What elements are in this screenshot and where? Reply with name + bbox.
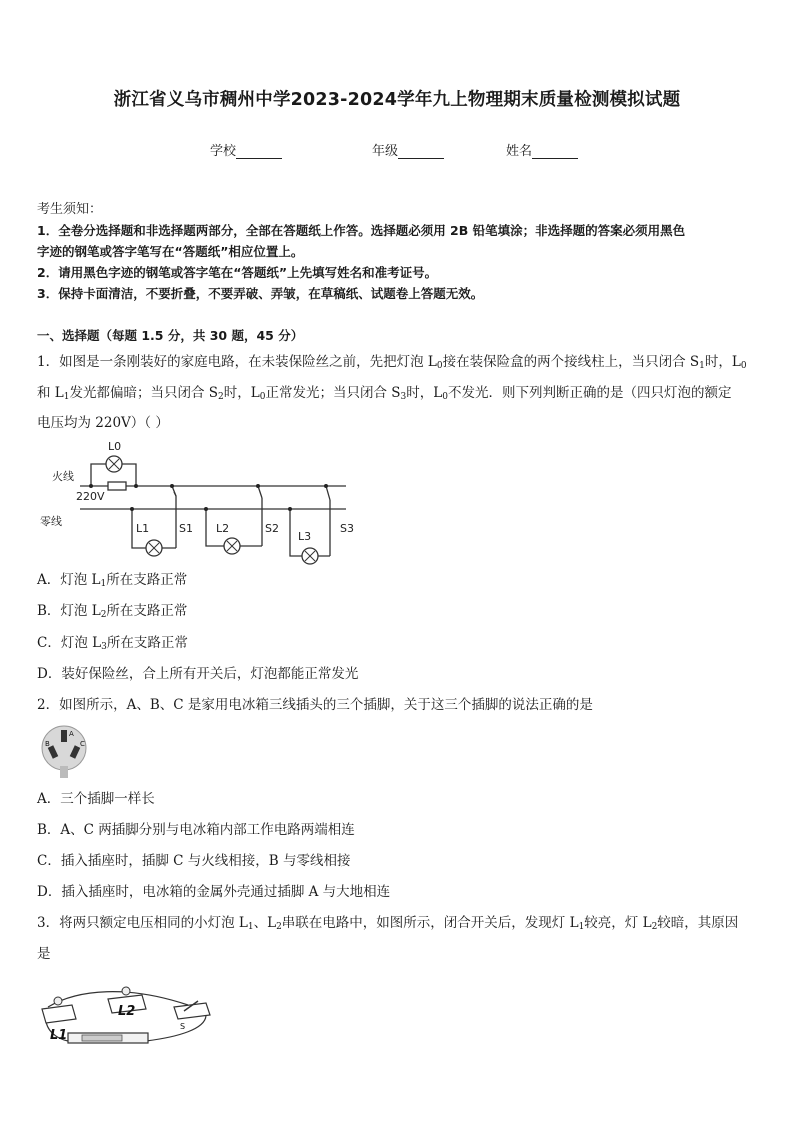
q1-line-2: 和 $L_1$发光都偏暗；当只闭合 $S_2$时，$L_0$正常发光；当只闭合 $S_3$时，$L_0$不发光．则下列判断正确的是（四只灯泡的额定 [37,385,732,402]
plug-prong-a-label: A [69,730,74,738]
switch-s3-label: S3 [340,522,354,535]
voltage-label: 220V [76,490,105,503]
name-field [506,140,578,159]
q1-option-b[interactable]: B．灯泡 $L_2$所在支路正常 [37,603,188,620]
notice-item-2: 2．请用黑色字迹的钢笔或答字笔在“答题纸”上先填写姓名和准考证号。 [37,265,438,280]
name-blank[interactable] [532,146,578,159]
q2-option-d[interactable]: D．插入插座时，电冰箱的金属外壳通过插脚 A 与大地相连 [37,884,391,900]
section-heading: 一、选择题（每题 1.5 分，共 30 题，45 分） [37,328,304,343]
grade-blank[interactable] [398,146,444,159]
q2-option-a[interactable]: A．三个插脚一样长 [37,791,155,807]
q1-line-3: 电压均为 220V）（ ） [37,415,169,431]
household-circuit-diagram [36,436,366,566]
plug-prong-b-label: B [45,740,50,748]
lamp-l3-label: L3 [298,530,312,543]
switch-s1-label: S1 [179,522,193,535]
q2-option-b[interactable]: B．A、C 两插脚分别与电冰箱内部工作电路两端相连 [37,822,355,838]
plug-prong-c-label: C [80,740,85,748]
page-title: 浙江省义乌市稠州中学2023-2024学年九上物理期末质量检测模拟试题 [113,90,681,110]
notice-item-1-line-1: 1．全卷分选择题和非选择题两部分，全部在答题纸上作答。选择题必须用 2B 铅笔填涂；非选择题的答案必须用黑色 [37,223,686,238]
switch-s2-label: S2 [265,522,279,535]
q1-option-d[interactable]: D．装好保险丝，合上所有开关后，灯泡都能正常发光 [37,666,359,682]
lamp-l1-label: L1 [50,1028,68,1043]
three-prong-plug-image [38,722,90,780]
school-label: 学校 [210,144,237,159]
school-field [210,140,282,159]
live-wire-label: 火线 [52,470,74,483]
lamp-l1-label: L1 [136,522,150,535]
bulb-l1-icon [54,997,62,1005]
lamp-l0-label: L0 [108,440,122,453]
switch-s-label: S [180,1022,186,1031]
notice-item-1-line-2: 字迹的钢笔或答字笔写在“答题纸”相应位置上。 [37,244,304,259]
q1-option-a[interactable]: A．灯泡 $L_1$所在支路正常 [37,572,188,589]
bulb-l2-icon [122,987,130,995]
q1-line-1: 1．如图是一条刚装好的家庭电路，在未装保险丝之前，先把灯泡 $L_0$接在装保险盒的两个接线柱上，当只闭合 $S_1$时，$L_0$ [37,354,747,371]
q3-line-1: 3．将两只额定电压相同的小灯泡 $L_1$、$L_2$串联在电路中，如图所示，闭合开关后，发现灯 $L_1$较亮，灯 $L_2$较暗，其原因 [37,915,739,932]
q2-option-c[interactable]: C．插入插座时，插脚 C 与火线相接，B 与零线相接 [37,853,351,869]
q1-option-c[interactable]: C．灯泡 $L_3$所在支路正常 [37,635,188,652]
notice-item-3: 3．保持卡面清洁，不要折叠，不要弄破、弄皱，在草稿纸、试题卷上答题无效。 [37,286,484,301]
grade-label: 年级 [372,144,399,159]
q2-stem: 2．如图所示，A、B、C 是家用电冰箱三线插头的三个插脚，关于这三个插脚的说法正确的是 [37,697,593,713]
lamp-l2-label: L2 [216,522,230,535]
series-lamps-circuit-image [38,985,218,1047]
school-blank[interactable] [236,146,282,159]
name-label: 姓名 [506,144,533,159]
notice-heading: 考生须知： [37,202,103,217]
lamp-l2-label: L2 [118,1004,136,1019]
q3-line-2: 是 [37,946,51,962]
grade-field [372,140,444,159]
neutral-wire-label: 零线 [40,515,62,528]
